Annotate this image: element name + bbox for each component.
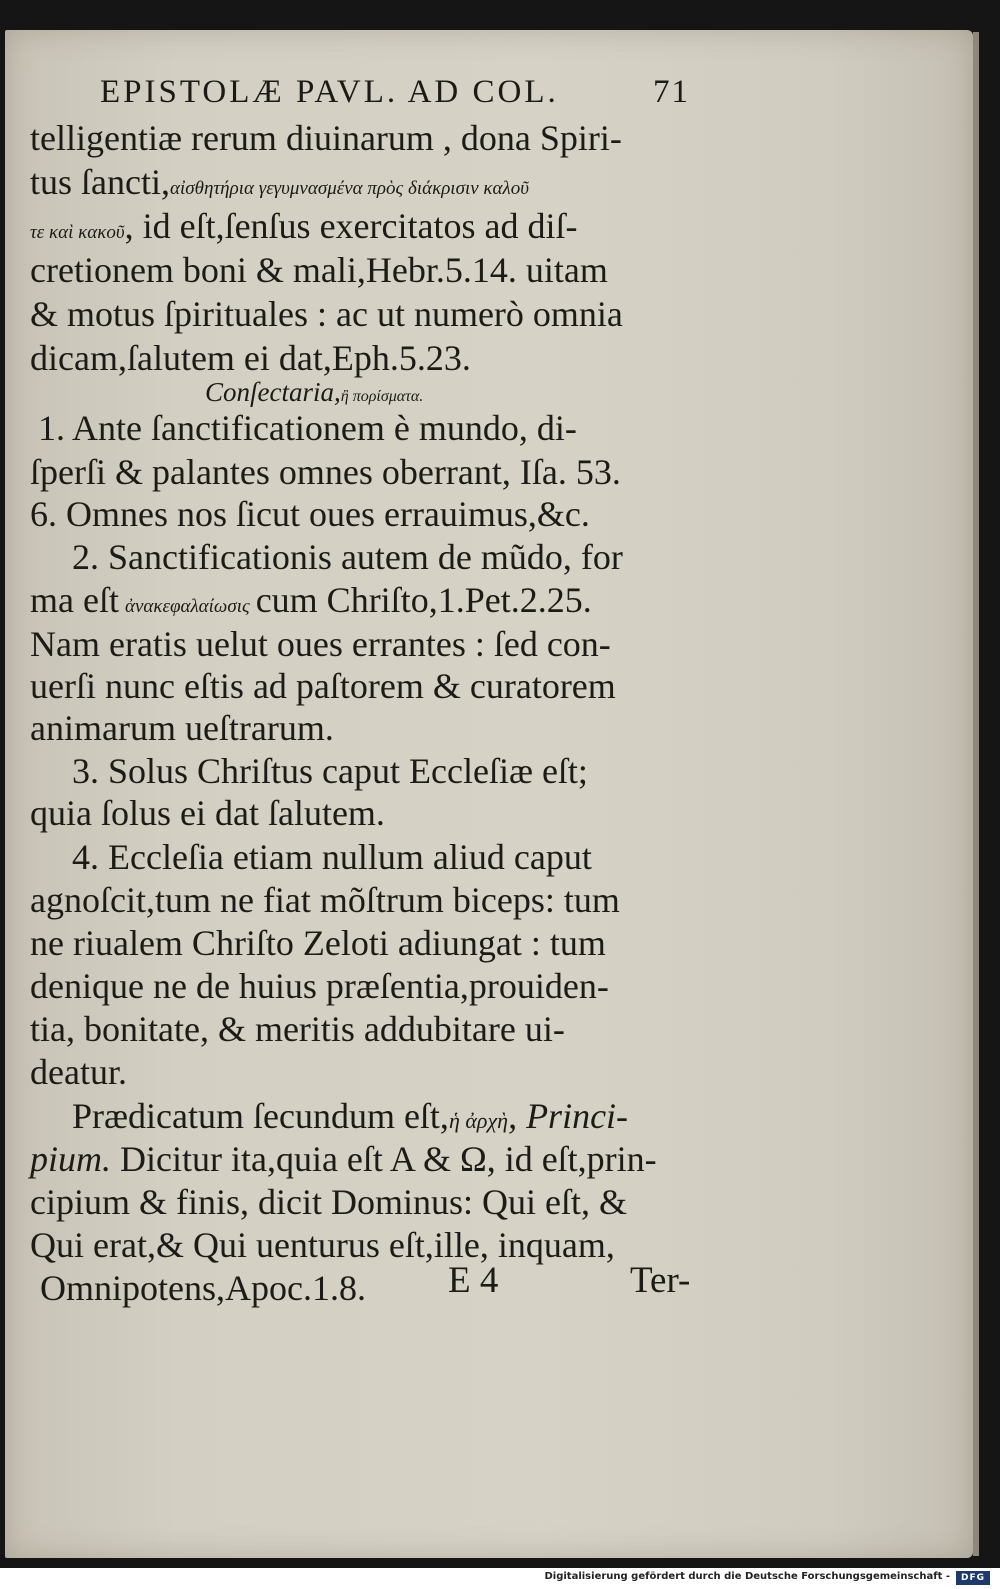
line-text: , Princi- (508, 1096, 629, 1136)
line-text: agnoſcit,tum ne fiat mõſtrum biceps: tum (30, 880, 620, 920)
line-text: 6. Omnes nos ſicut oues errauimus,&c. (30, 494, 590, 534)
greek-text: τε καὶ κακοῦ (30, 222, 125, 243)
text-line (30, 624, 611, 664)
text-line (30, 708, 334, 748)
line-text: Prædicatum ſecundum eſt, (72, 1096, 449, 1136)
text-line (40, 1268, 366, 1308)
line-text: & motus ſpirituales : ac ut numerò omnia (30, 294, 623, 334)
line-text: Nam eratis uelut oues errantes : ſed con- (30, 624, 611, 664)
line-text: uerſi nunc eſtis ad paſtorem & curatorem (30, 666, 616, 706)
footer-credit: Digitalisierung gefördert durch die Deutsche Forschungsgemeinschaft - (544, 1571, 950, 1582)
line-text: Dicitur ita,quia eſt A & Ω, id eſt,prin- (111, 1139, 657, 1179)
text-line (30, 206, 577, 253)
running-head (100, 70, 690, 116)
text-line (30, 118, 622, 158)
page-number: 71 (653, 74, 690, 110)
text-line (30, 1182, 627, 1222)
greek-text: αἰσθητήρια γεγυμνασμένα πρὸς διάκρισιν καλοῦ (169, 178, 529, 199)
text-line (30, 494, 590, 534)
line-text: , id eſt,ſenſus exercitatos ad diſ- (124, 206, 578, 246)
text-line (30, 580, 592, 627)
line-text: 3. Solus Chriſtus caput Eccleſiæ eſt; (72, 751, 588, 791)
text-line (30, 1225, 615, 1265)
line-text: ma eſt (30, 580, 119, 620)
greek-text: ἢ πορίσματα. (340, 388, 424, 405)
greek-text: ἀνακεφαλαίωσις (124, 596, 250, 617)
catchword: Ter- (630, 1260, 691, 1301)
dfg-logo: DFG (956, 1571, 990, 1585)
text-line (30, 250, 608, 290)
line-text: cum Chriſto,1.Pet.2.25. (255, 580, 592, 620)
text-line (30, 162, 529, 209)
running-head-title: EPISTOLÆ PAVL. AD COL. (100, 74, 559, 110)
heading-text: Conſectaria, (205, 377, 341, 407)
text-line (72, 1096, 628, 1141)
line-text: ſperſi & palantes omnes oberrant, Iſa. 53. (30, 452, 621, 492)
italic-text: pium. (30, 1139, 111, 1179)
line-text: ne riualem Chriſto Zeloti adiungat : tum (30, 923, 606, 963)
text-line (38, 408, 577, 448)
text-line (30, 793, 385, 833)
page-edge (973, 32, 979, 1556)
line-text: animarum ueſtrarum. (30, 708, 334, 748)
text-line (30, 294, 623, 334)
line-text: 4. Eccleſia etiam nullum aliud caput (72, 837, 592, 877)
line-text: cipium & finis, dicit Dominus: Qui eſt, & (30, 1182, 627, 1222)
line-text: 1. Ante ſanctificationem è mundo, di- (38, 408, 577, 448)
text-line (30, 880, 620, 920)
text-line (30, 966, 609, 1006)
text-line (30, 452, 621, 492)
line-text: Qui erat,& Qui uenturus eſt,ille, inquam, (30, 1225, 615, 1265)
greek-text: ἡ ἀρχὴ (448, 1108, 509, 1133)
line-text: dicam,ſalutem ei dat,Eph.5.23. (30, 338, 471, 378)
footer-bar (0, 1568, 1000, 1589)
line-text: cretionem boni & mali,Hebr.5.14. uitam (30, 250, 608, 290)
text-line (30, 1052, 127, 1092)
line-text: quia ſolus ei dat ſalutem. (30, 793, 385, 833)
text-line (72, 537, 623, 577)
text-line (72, 837, 592, 877)
line-text: Omnipotens,Apoc.1.8. (40, 1268, 366, 1308)
line-text: denique ne de huius præſentia,prouiden- (30, 966, 609, 1006)
line-text: deatur. (30, 1052, 127, 1092)
text-line (30, 923, 606, 963)
signature-mark: E 4 (448, 1260, 499, 1301)
line-text: tus ſancti, (30, 162, 170, 202)
line-text: tia, bonitate, & meritis addubitare ui- (30, 1009, 565, 1049)
text-line (30, 1139, 657, 1179)
text-line (72, 751, 588, 791)
text-line (30, 666, 616, 706)
line-text: 2. Sanctificationis autem de mũdo, for (72, 537, 623, 577)
line-text: telligentiæ rerum diuinarum , dona Spiri- (30, 118, 622, 158)
text-line (30, 1009, 565, 1049)
